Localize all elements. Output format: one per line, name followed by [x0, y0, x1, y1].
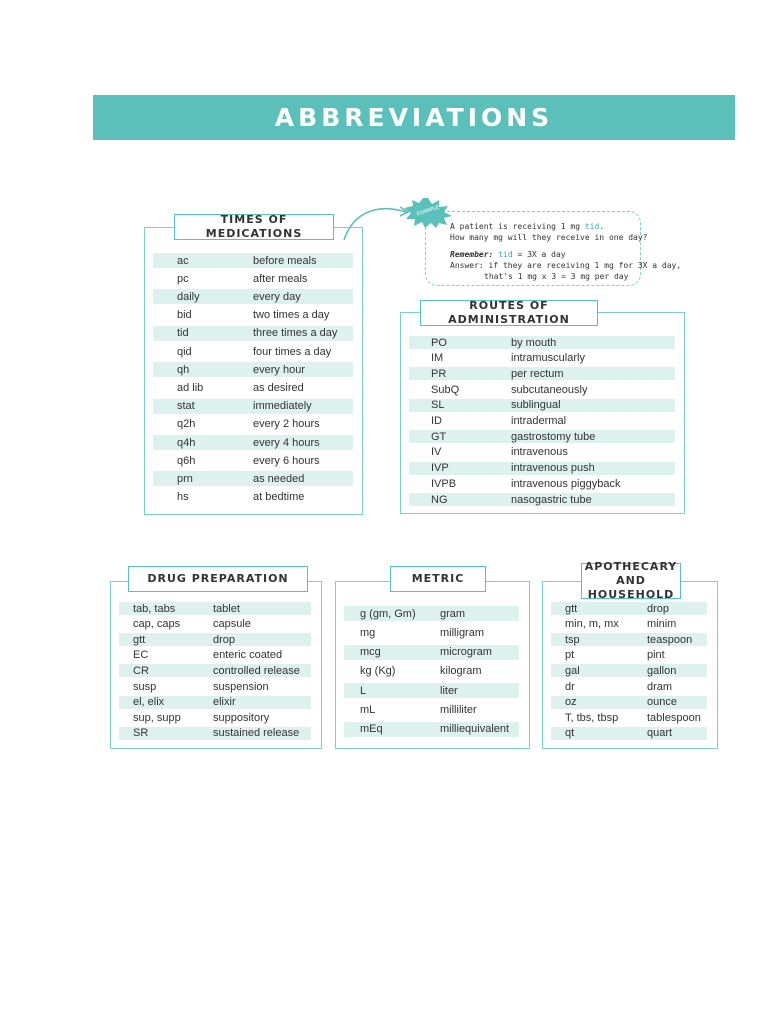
apothecary-abbreviation: T, tbs, tbsp — [565, 711, 619, 724]
times-meaning: as desired — [253, 381, 304, 394]
times-meaning: four times a day — [253, 345, 332, 358]
apothecary-row — [551, 711, 707, 724]
routes-abbreviation: NG — [431, 493, 448, 506]
apothecary-meaning: teaspoon — [647, 633, 693, 646]
apothecary-meaning: gallon — [647, 664, 677, 677]
metric-row — [344, 722, 519, 737]
routes-row — [409, 367, 675, 380]
times-meaning: before meals — [253, 254, 317, 267]
routes-meaning: by mouth — [511, 336, 557, 349]
times-abbreviation: qh — [177, 363, 190, 376]
metric-title: METRIC — [390, 566, 486, 592]
times-row — [153, 435, 353, 450]
drug-row — [119, 727, 311, 740]
apothecary-row — [551, 649, 707, 662]
routes-row — [409, 399, 675, 412]
routes-of-administration-table — [400, 312, 685, 514]
example-remember-line: Remember: tid = 3X a day — [450, 250, 566, 259]
drug-abbreviation: EC — [133, 649, 149, 662]
drug-row — [119, 649, 311, 662]
times-abbreviation: stat — [177, 400, 195, 413]
routes-row — [409, 446, 675, 459]
example-question-line-2: How many mg will they receive in one day? — [450, 233, 648, 242]
apothecary-row — [551, 633, 707, 646]
routes-meaning: nasogastric tube — [511, 493, 592, 506]
times-row — [153, 344, 353, 359]
metric-table — [335, 581, 530, 749]
apothecary-abbreviation: pt — [565, 649, 575, 662]
drug-row — [119, 618, 311, 631]
times-row — [153, 417, 353, 432]
metric-meaning: milliliter — [440, 704, 477, 716]
apothecary-meaning: drop — [647, 602, 670, 615]
routes-meaning: intravenous push — [511, 462, 595, 475]
routes-meaning: per rectum — [511, 367, 564, 380]
routes-meaning: intradermal — [511, 415, 567, 427]
times-meaning: every day — [253, 290, 301, 303]
metric-abbreviation: L — [360, 684, 367, 697]
routes-abbreviation: PR — [431, 367, 447, 380]
routes-meaning: intravenous — [511, 446, 568, 459]
routes-row — [409, 352, 675, 365]
apothecary-household-title — [581, 559, 681, 602]
apothecary-meaning: dram — [647, 680, 673, 693]
metric-meaning: liter — [440, 684, 458, 697]
page-title: ABBREVIATIONS — [274, 103, 554, 132]
metric-abbreviation: mcg — [360, 646, 381, 659]
drug-abbreviation: el, elix — [133, 696, 165, 709]
drug-meaning: suppository — [213, 711, 270, 724]
times-abbreviation: q4h — [177, 436, 196, 449]
drug-abbreviation: CR — [133, 664, 149, 677]
drug-row — [119, 664, 311, 677]
metric-meaning: milligram — [440, 626, 484, 639]
example-answer-line-1: Answer: if they are receiving 1 mg for 3X a day, — [450, 261, 682, 270]
metric-row — [344, 683, 519, 698]
metric-abbreviation: mEq — [360, 723, 383, 736]
drug-abbreviation: gtt — [133, 633, 146, 646]
apothecary-abbreviation: min, m, mx — [565, 618, 619, 631]
times-meaning: every 6 hours — [253, 454, 320, 467]
title-banner — [93, 95, 735, 140]
routes-abbreviation: GT — [431, 430, 447, 443]
times-abbreviation: daily — [177, 290, 200, 303]
times-meaning: two times a day — [253, 309, 330, 322]
routes-meaning: intramuscularly — [511, 352, 585, 365]
routes-abbreviation: IVP — [431, 462, 449, 475]
example-callout — [425, 211, 682, 286]
drug-preparation-table — [110, 581, 322, 749]
drug-meaning: suspension — [213, 680, 269, 693]
apothecary-row — [551, 680, 707, 693]
drug-abbreviation: sup, supp — [133, 711, 181, 724]
routes-row — [409, 493, 675, 506]
routes-meaning: sublingual — [511, 399, 561, 412]
metric-abbreviation: kg (Kg) — [360, 665, 396, 678]
drug-abbreviation: susp — [133, 680, 157, 693]
metric-row — [344, 606, 519, 621]
metric-abbreviation: mL — [360, 704, 376, 716]
drug-row — [119, 711, 311, 724]
times-abbreviation: ac — [177, 254, 189, 267]
apothecary-meaning: ounce — [647, 696, 677, 709]
drug-meaning: elixir — [213, 696, 236, 709]
drug-row — [119, 602, 311, 615]
routes-abbreviation: ID — [431, 415, 442, 427]
times-abbreviation: q2h — [177, 418, 196, 431]
times-row — [153, 253, 353, 268]
metric-meaning: milliequivalent — [440, 723, 510, 736]
times-abbreviation: prn — [177, 472, 193, 485]
drug-row — [119, 633, 311, 646]
drug-abbreviation: tab, tabs — [133, 602, 176, 615]
drug-abbreviation: SR — [133, 727, 149, 740]
drug-meaning: controlled release — [213, 664, 300, 677]
metric-abbreviation: g (gm, Gm) — [360, 607, 416, 620]
routes-row — [409, 462, 675, 475]
metric-abbreviation: mg — [360, 626, 376, 639]
apothecary-row — [551, 696, 707, 709]
apothecary-meaning: pint — [647, 649, 665, 662]
times-row — [153, 453, 353, 468]
routes-abbreviation: SL — [431, 399, 445, 412]
routes-abbreviation: IVPB — [431, 477, 457, 490]
times-of-medications-table — [144, 227, 363, 515]
apothecary-abbreviation: qt — [565, 727, 575, 740]
times-abbreviation: ad lib — [177, 381, 204, 394]
times-row — [153, 326, 353, 341]
times-abbreviation: bid — [177, 309, 192, 322]
times-meaning: every 2 hours — [253, 418, 320, 431]
metric-row — [344, 645, 519, 660]
times-abbreviation: qid — [177, 345, 192, 358]
times-meaning: three times a day — [253, 327, 338, 340]
times-row — [153, 271, 353, 286]
metric-row — [344, 625, 519, 640]
routes-abbreviation: PO — [431, 336, 447, 349]
times-meaning: immediately — [253, 400, 312, 413]
times-row — [153, 308, 353, 323]
drug-meaning: sustained release — [213, 727, 300, 740]
example-answer-line-2: that's 1 mg x 3 = 3 mg per day — [484, 272, 629, 281]
routes-row — [409, 383, 675, 396]
metric-row — [344, 703, 519, 718]
routes-row — [409, 415, 675, 428]
routes-meaning: gastrostomy tube — [511, 430, 596, 443]
routes-of-administration-title: ROUTES OF ADMINISTRATION — [420, 300, 598, 326]
apothecary-row — [551, 602, 707, 615]
routes-abbreviation: SubQ — [431, 383, 460, 396]
routes-row — [409, 477, 675, 490]
example-question-line-1: A patient is receiving 1 mg tid. — [450, 222, 605, 231]
times-abbreviation: hs — [177, 491, 189, 504]
times-of-medications-title: TIMES OF MEDICATIONS — [174, 214, 334, 240]
apothecary-title-line-2: AND HOUSEHOLD — [587, 573, 675, 602]
drug-row — [119, 696, 311, 709]
times-abbreviation: tid — [177, 327, 189, 340]
apothecary-title-line-1: APOTHECARY — [584, 559, 678, 573]
apothecary-abbreviation: oz — [565, 696, 577, 709]
drug-meaning: drop — [213, 633, 236, 646]
apothecary-abbreviation: tsp — [565, 633, 580, 646]
metric-meaning: gram — [440, 607, 466, 620]
apothecary-household-table — [542, 581, 718, 749]
apothecary-abbreviation: gtt — [565, 602, 578, 615]
times-meaning: as needed — [253, 472, 305, 485]
times-abbreviation: pc — [177, 272, 189, 285]
times-abbreviation: q6h — [177, 454, 196, 467]
apothecary-meaning: minim — [647, 618, 677, 631]
times-meaning: every 4 hours — [253, 436, 320, 449]
drug-row — [119, 680, 311, 693]
times-meaning: every hour — [253, 363, 305, 376]
metric-row — [344, 664, 519, 679]
drug-preparation-title: DRUG PREPARATION — [128, 566, 308, 592]
times-row — [153, 490, 353, 505]
apothecary-meaning: quart — [647, 727, 673, 740]
apothecary-row — [551, 664, 707, 677]
times-row — [153, 380, 353, 395]
example-badge-label: EXAMPLE — [416, 204, 440, 218]
routes-row — [409, 336, 675, 349]
routes-abbreviation: IV — [431, 446, 442, 459]
routes-meaning: intravenous piggyback — [511, 477, 621, 490]
apothecary-abbreviation: dr — [565, 680, 575, 693]
routes-abbreviation: IM — [431, 352, 444, 365]
routes-row — [409, 430, 675, 443]
apothecary-abbreviation: gal — [565, 664, 580, 677]
times-row — [153, 399, 353, 414]
metric-meaning: kilogram — [440, 665, 482, 678]
drug-meaning: enteric coated — [213, 649, 283, 662]
apothecary-row — [551, 618, 707, 631]
times-meaning: at bedtime — [253, 491, 305, 504]
times-meaning: after meals — [253, 272, 308, 285]
routes-meaning: subcutaneously — [511, 383, 588, 396]
drug-meaning: capsule — [213, 618, 251, 631]
drug-abbreviation: cap, caps — [133, 618, 181, 631]
apothecary-row — [551, 727, 707, 740]
metric-meaning: microgram — [440, 646, 492, 659]
apothecary-meaning: tablespoon — [647, 711, 701, 724]
drug-meaning: tablet — [213, 602, 240, 615]
times-row — [153, 289, 353, 304]
times-row — [153, 471, 353, 486]
times-row — [153, 362, 353, 377]
